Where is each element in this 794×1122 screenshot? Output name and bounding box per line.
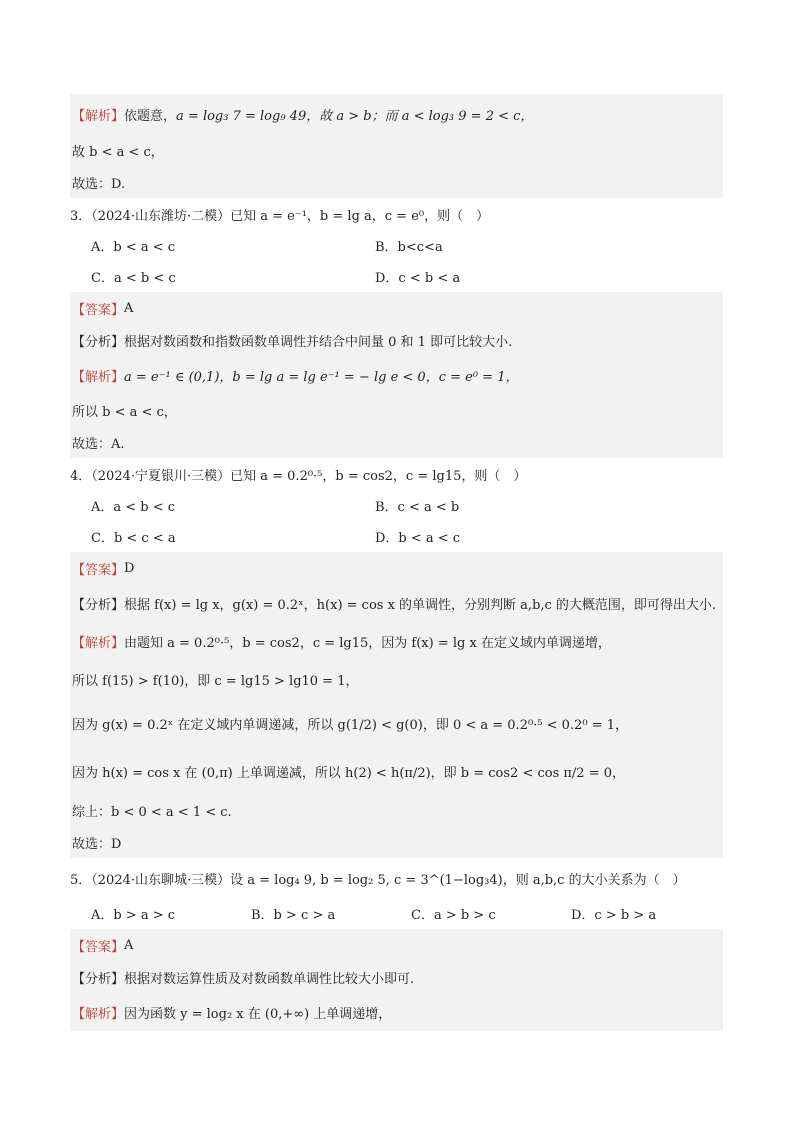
- analysis-tag: 【分析】: [72, 971, 125, 987]
- analysis-line: [70, 324, 723, 356]
- solution-tag: 【解析】: [72, 635, 125, 651]
- solution-math: a = log₃ 7 = log₉ 49，故 a > b；而 a < log₃ 9 = 2 < c，: [176, 108, 534, 124]
- answer-tag: 【答案】: [72, 939, 125, 955]
- option-a: A．b < a < c: [91, 240, 176, 255]
- answer-value: D: [124, 560, 135, 576]
- solution-line: [70, 622, 723, 660]
- question-3-options-row-2: [70, 261, 723, 292]
- solution-tag: 【解析】: [72, 1006, 125, 1022]
- solution-line: [70, 356, 723, 394]
- solution-line: 故选：D: [72, 836, 122, 852]
- answer-line: [70, 292, 723, 324]
- question-4-stem: 4．（2024·宁夏银川·三模）已知 a = 0.2⁰·⁵，b = cos2，c = lg15，则（ ）: [70, 468, 527, 484]
- option-a: A．a < b < c: [91, 500, 176, 515]
- option-c: C．a > b > c: [411, 908, 496, 923]
- analysis-tag: 【分析】: [72, 334, 125, 350]
- option-c: C．b < c < a: [91, 531, 176, 546]
- question-4-options-row-2: [70, 521, 723, 552]
- solution-text: 由题知 a = 0.2⁰·⁵，b = cos2，c = lg15，因为 f(x) = lg x 在定义域内单调递增，: [124, 635, 611, 651]
- option-b: B．b > c > a: [251, 908, 336, 923]
- solution-block-q2: [70, 94, 723, 198]
- option-a: A．b > a > c: [91, 908, 176, 923]
- document-page: [70, 94, 723, 1031]
- option-c: C．a < b < c: [91, 271, 176, 286]
- solution-line: 故选：D.: [72, 176, 126, 192]
- question-5-options-row: [70, 898, 723, 929]
- option-b: B．c < a < b: [375, 500, 460, 515]
- answer-line: [70, 929, 723, 961]
- analysis-text: 根据 f(x) = lg x，g(x) = 0.2ˣ，h(x) = cos x 的单调性，分别判断 a,b,c 的大概范围，即可得出大小.: [124, 597, 717, 613]
- analysis-text: 根据对数运算性质及对数函数单调性比较大小即可.: [124, 971, 415, 987]
- solution-tag: 【解析】: [72, 369, 125, 385]
- answer-tag: 【答案】: [72, 302, 125, 318]
- solution-line: 所以 f(15) > f(10)，即 c = lg15 > lg10 = 1，: [72, 673, 359, 689]
- answer-block-q5: [70, 929, 723, 1031]
- question-3-stem: 3．（2024·山东潍坊·二模）已知 a = e⁻¹，b = lg a，c = e⁰，则（ ）: [70, 208, 490, 224]
- analysis-line: [70, 961, 723, 993]
- solution-line: 所以 b < a < c，: [72, 404, 177, 420]
- question-4-options-row-1: [70, 490, 723, 521]
- option-d: D．b < a < c: [375, 531, 461, 546]
- answer-block-q3: [70, 292, 723, 458]
- option-d: D．c < b < a: [375, 271, 461, 286]
- solution-line: [70, 993, 723, 1031]
- answer-block-q4: [70, 552, 723, 858]
- solution-line: 故 b < a < c，: [72, 144, 164, 160]
- answer-line: [70, 552, 723, 584]
- analysis-tag: 【分析】: [72, 597, 125, 613]
- answer-value: A: [124, 300, 134, 316]
- question-3-options-row-1: [70, 230, 723, 261]
- solution-line: 故选：A.: [72, 436, 125, 452]
- solution-text: 因为函数 y = log₂ x 在 (0,+∞) 上单调递增，: [124, 1006, 392, 1022]
- solution-line: 因为 g(x) = 0.2ˣ 在定义域内单调递减，所以 g(1/2) < g(0)，即 0 < a = 0.2⁰·⁵ < 0.2⁰ = 1，: [72, 717, 628, 733]
- analysis-line: [70, 584, 723, 622]
- solution-text: 依题意，: [124, 108, 177, 124]
- solution-line: 因为 h(x) = cos x 在 (0,π) 上单调递减，所以 h(2) < h(π/2)，即 b = cos2 < cos π/2 = 0，: [72, 765, 626, 781]
- analysis-text: 根据对数函数和指数函数单调性并结合中间量 0 和 1 即可比较大小.: [124, 334, 513, 350]
- question-5-stem: 5．（2024·山东聊城·三模）设 a = log₄ 9, b = log₂ 5, c = 3^(1−log₃4)，则 a,b,c 的大小关系为（ ）: [70, 872, 686, 888]
- solution-line: 综上：b < 0 < a < 1 < c.: [72, 804, 232, 820]
- answer-tag: 【答案】: [72, 562, 125, 578]
- option-b: B．b<c<a: [375, 240, 443, 255]
- solution-text: a = e⁻¹ ∈ (0,1)，b = lg a = lg e⁻¹ = − lg e < 0，c = e⁰ = 1，: [124, 369, 519, 385]
- solution-tag: 【解析】: [72, 108, 125, 124]
- option-d: D．c > b > a: [571, 908, 657, 923]
- solution-line: [70, 94, 723, 134]
- answer-value: A: [124, 937, 134, 953]
